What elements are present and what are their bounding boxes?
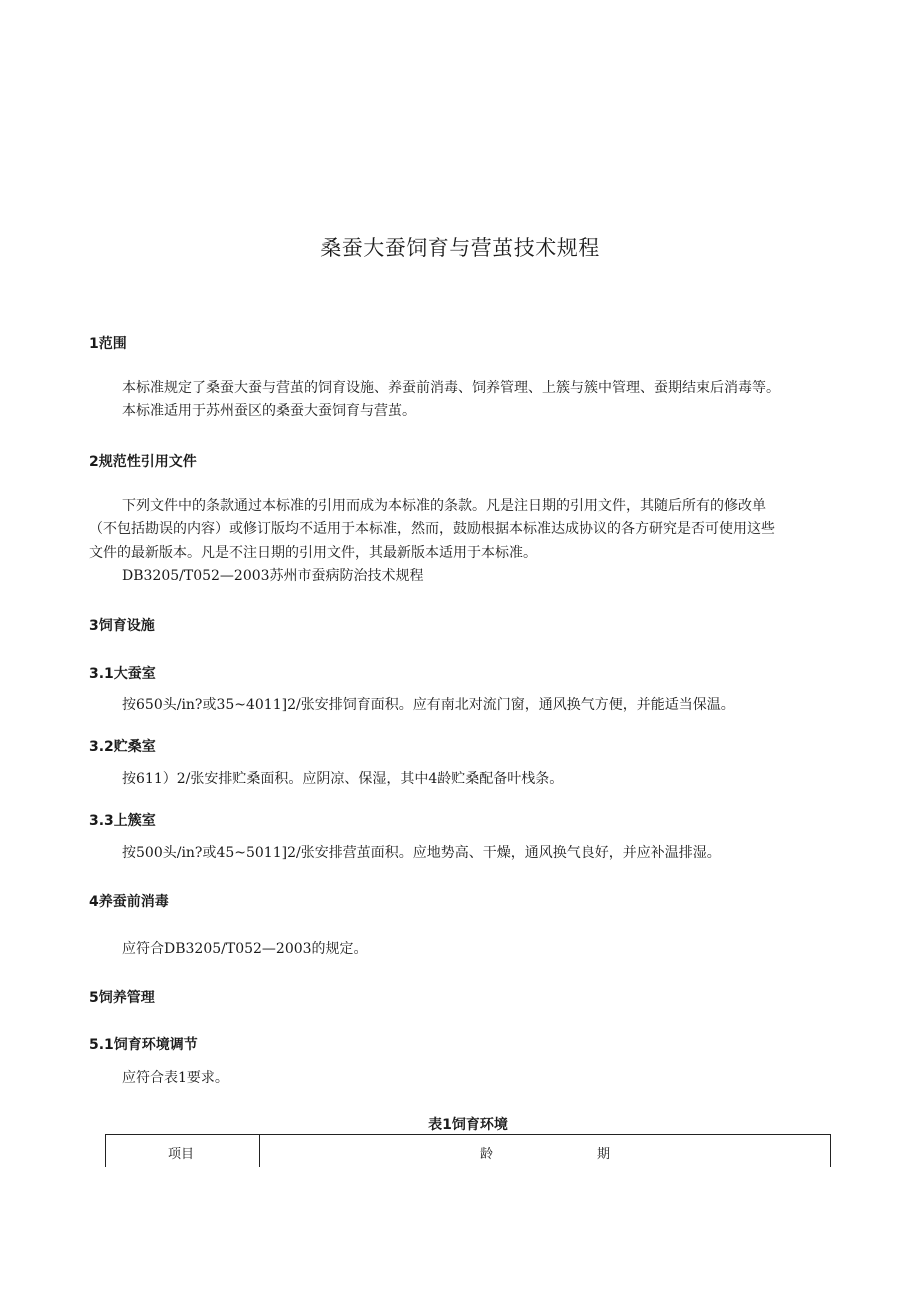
paragraph: 按650头/in?或35~4011]2/张安排饲育面积。应有南北对流门窗，通风换气方便，并能适当保温。 <box>122 697 735 713</box>
reference-item: DB3205/T052—2003苏州市蚕病防治技术规程 <box>122 568 424 584</box>
section-heading-disinfection: 4养蚕前消毒 <box>89 894 169 910</box>
table-caption: 表1饲育环境 <box>428 1117 508 1133</box>
section-heading-management: 5饲养管理 <box>89 990 155 1006</box>
paragraph: 本标准规定了桑蚕大蚕与营茧的饲育设施、养蚕前消毒、饲养管理、上簇与簇中管理、蚕期结束后消毒等。 <box>122 380 780 396</box>
paragraph-line: 文件的最新版本。凡是不注日期的引用文件，其最新版本适用于本标准。 <box>89 545 537 561</box>
subsection-heading: 3.1大蚕室 <box>89 666 156 682</box>
paragraph: 应符合DB3205/T052—2003的规定。 <box>122 941 368 957</box>
table-divider <box>259 1134 260 1167</box>
section-heading-facilities: 3饲育设施 <box>89 618 155 634</box>
subsection-heading: 3.3上簇室 <box>89 813 156 829</box>
table-header-age: 期 <box>597 1147 611 1162</box>
paragraph: 应符合表1要求。 <box>122 1070 229 1086</box>
section-heading-scope: 1范围 <box>89 336 127 352</box>
page-title: 桑蚕大蚕饲育与营茧技术规程 <box>320 236 600 260</box>
paragraph: 按500头/in?或45~5011]2/张安排营茧面积。应地势高、干燥，通风换气良好，并应补温排湿。 <box>122 845 721 861</box>
paragraph-line: 下列文件中的条款通过本标准的引用而成为本标准的条款。凡是注日期的引用文件，其随后所有的修改单 <box>122 498 766 514</box>
section-heading-references: 2规范性引用文件 <box>89 454 197 470</box>
subsection-heading: 5.1饲育环境调节 <box>89 1037 198 1053</box>
paragraph: 按611）2/张安排贮桑面积。应阴凉、保湿，其中4龄贮桑配备叶栈条。 <box>122 771 564 787</box>
table-border <box>830 1134 831 1167</box>
subsection-heading: 3.2贮桑室 <box>89 739 156 755</box>
paragraph: 本标准适用于苏州蚕区的桑蚕大蚕饲育与营茧。 <box>122 403 416 419</box>
table-header-item: 项目 <box>168 1147 195 1162</box>
table-border <box>105 1134 106 1167</box>
paragraph-line: （不包括勘误的内容）或修订版均不适用于本标准，然而，鼓励根据本标准达成协议的各方研究是否可使用这些 <box>89 521 775 537</box>
table-top-border <box>105 1134 831 1135</box>
table-header-age: 龄 <box>480 1147 494 1162</box>
